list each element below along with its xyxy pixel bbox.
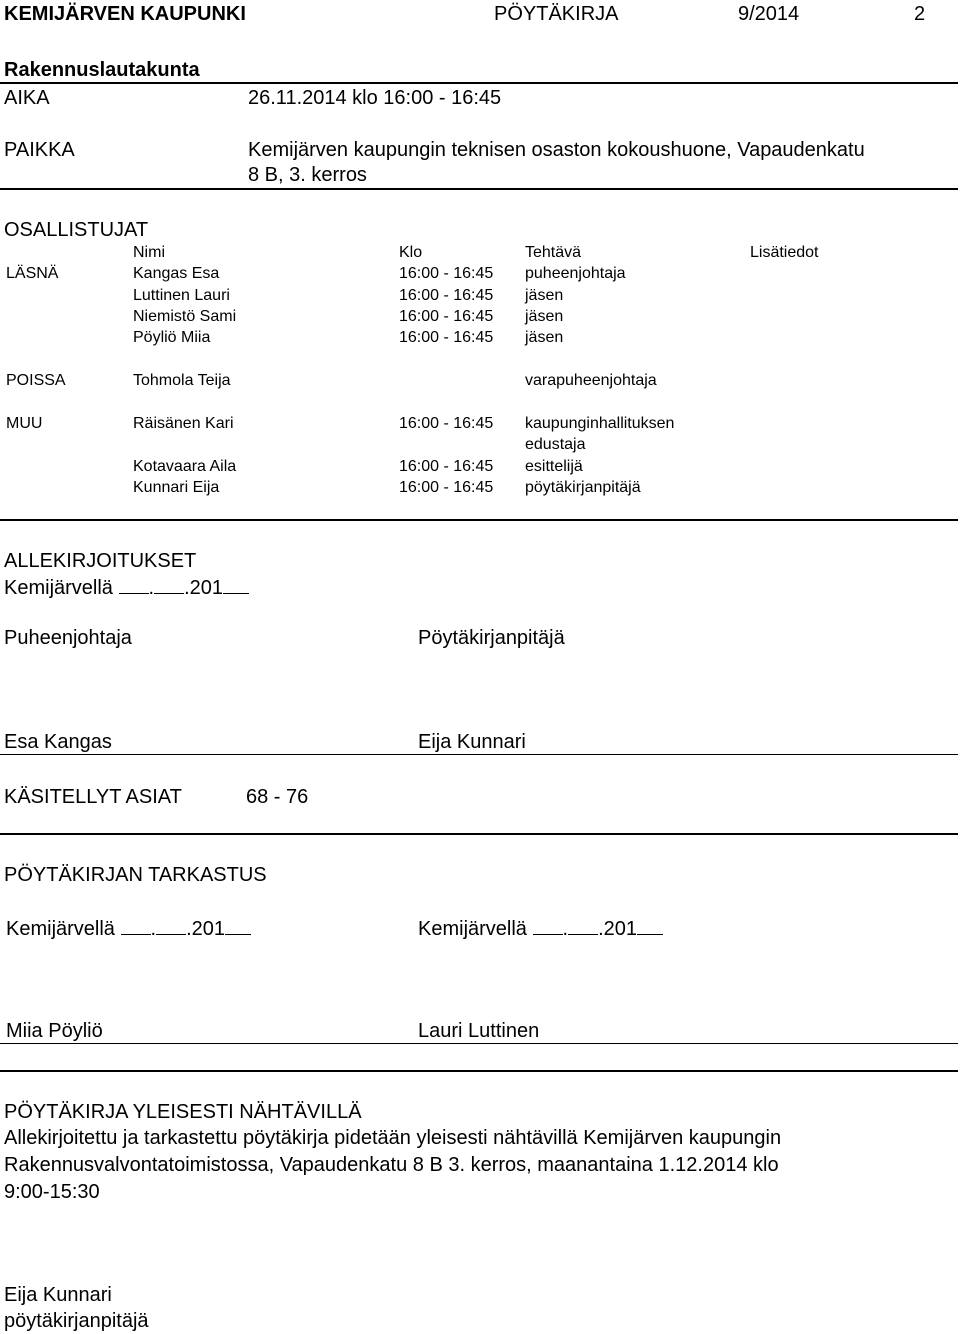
participant-role: esittelijä: [525, 458, 583, 475]
board-name: Rakennuslautakunta: [4, 59, 200, 81]
participant-time: 16:00 - 16:45: [399, 415, 494, 432]
participant-name: Tohmola Teija: [133, 372, 231, 389]
chair-label: Puheenjohtaja: [4, 627, 132, 649]
participant-name: Räisänen Kari: [133, 415, 234, 432]
year-prefix: .201: [184, 577, 223, 599]
footer-name: Eija Kunnari: [4, 1284, 112, 1306]
chair-name: Esa Kangas: [4, 731, 112, 753]
public-text-line-1: Allekirjoitettu ja tarkastettu pöytäkirja pidetään yleisesti nähtävillä Kemijärven kaupungin: [4, 1127, 782, 1149]
public-text-line-2: Rakennusvalvontatoimistossa, Vapaudenkatu 8 B 3. kerros, maanantaina 1.12.2014 klo: [4, 1154, 779, 1176]
secretary-name: Eija Kunnari: [418, 731, 526, 753]
participant-role: puheenjohtaja: [525, 265, 626, 282]
year-prefix: .201: [598, 918, 637, 940]
participant-name: Kangas Esa: [133, 265, 220, 282]
day-blank: [533, 916, 563, 935]
time-value: 26.11.2014 klo 16:00 - 16:45: [248, 87, 502, 109]
year-blank: [225, 916, 251, 935]
org-name: KEMIJÄRVEN KAUPUNKI: [4, 3, 246, 25]
absent-label: POISSA: [6, 372, 66, 389]
col-name-header: Nimi: [133, 244, 165, 261]
doc-type: PÖYTÄKIRJA: [494, 3, 619, 25]
signature-date-line: [4, 575, 249, 600]
day-blank: [119, 575, 149, 594]
review-place: Kemijärvellä: [418, 918, 527, 940]
place-label: PAIKKA: [4, 139, 75, 161]
col-role-header: Tehtävä: [525, 244, 582, 261]
participant-time: 16:00 - 16:45: [399, 458, 494, 475]
place-line-1: Kemijärven kaupungin teknisen osaston kokoushuone, Vapaudenkatu: [248, 139, 865, 161]
signatures-title: ALLEKIRJOITUKSET: [4, 550, 197, 572]
signature-line: [0, 1043, 958, 1044]
reviewer-1: Miia Pöyliö: [6, 1020, 103, 1042]
footer-role: pöytäkirjanpitäjä: [4, 1310, 149, 1332]
participant-role: jäsen: [525, 287, 564, 304]
signature-place: Kemijärvellä: [4, 577, 113, 599]
participant-role: varapuheenjohtaja: [525, 372, 657, 389]
participant-name: Pöyliö Miia: [133, 329, 211, 346]
place-line-2: 8 B, 3. kerros: [248, 164, 367, 186]
doc-number: 9/2014: [738, 3, 800, 25]
participant-name: Luttinen Lauri: [133, 287, 230, 304]
participant-name: Kunnari Eija: [133, 479, 220, 496]
divider: [0, 519, 958, 521]
participant-time: 16:00 - 16:45: [399, 265, 494, 282]
other-label: MUU: [6, 415, 43, 432]
handled-value: 68 - 76: [246, 786, 309, 808]
review-place: Kemijärvellä: [6, 918, 115, 940]
day-blank: [121, 916, 151, 935]
review-title: PÖYTÄKIRJAN TARKASTUS: [4, 864, 267, 886]
month-blank: [568, 916, 598, 935]
month-blank: [156, 916, 186, 935]
divider: [0, 1070, 958, 1072]
page-number: 2: [914, 3, 926, 25]
divider: [0, 82, 958, 84]
participants-title: OSALLISTUJAT: [4, 219, 149, 241]
year-blank: [637, 916, 663, 935]
participant-name: Niemistö Sami: [133, 308, 237, 325]
participant-role: kaupunginhallituksen: [525, 415, 675, 432]
date-separator: .: [148, 577, 155, 599]
participant-time: 16:00 - 16:45: [399, 308, 494, 325]
divider: [0, 188, 958, 190]
month-blank: [154, 575, 184, 594]
handled-label: KÄSITELLYT ASIAT: [4, 786, 182, 808]
col-info-header: Lisätiedot: [750, 244, 819, 261]
reviewer-2: Lauri Luttinen: [418, 1020, 540, 1042]
year-blank: [223, 575, 249, 594]
date-separator: .: [562, 918, 569, 940]
participant-role: jäsen: [525, 329, 564, 346]
review-date-line-2: [418, 916, 663, 941]
public-title: PÖYTÄKIRJA YLEISESTI NÄHTÄVILLÄ: [4, 1101, 362, 1123]
date-separator: .: [150, 918, 157, 940]
participant-role: pöytäkirjanpitäjä: [525, 479, 641, 496]
present-label: LÄSNÄ: [6, 265, 59, 282]
participant-time: 16:00 - 16:45: [399, 479, 494, 496]
time-label: AIKA: [4, 87, 50, 109]
review-date-line-1: [6, 916, 251, 941]
year-prefix: .201: [186, 918, 225, 940]
secretary-label: Pöytäkirjanpitäjä: [418, 627, 565, 649]
public-text-line-3: 9:00-15:30: [4, 1181, 100, 1203]
divider: [0, 833, 958, 835]
col-time-header: Klo: [399, 244, 423, 261]
participant-name: Kotavaara Aila: [133, 458, 237, 475]
participant-time: 16:00 - 16:45: [399, 287, 494, 304]
participant-time: 16:00 - 16:45: [399, 329, 494, 346]
signature-line: [0, 754, 958, 755]
participant-role: jäsen: [525, 308, 564, 325]
participant-role-cont: edustaja: [525, 436, 586, 453]
